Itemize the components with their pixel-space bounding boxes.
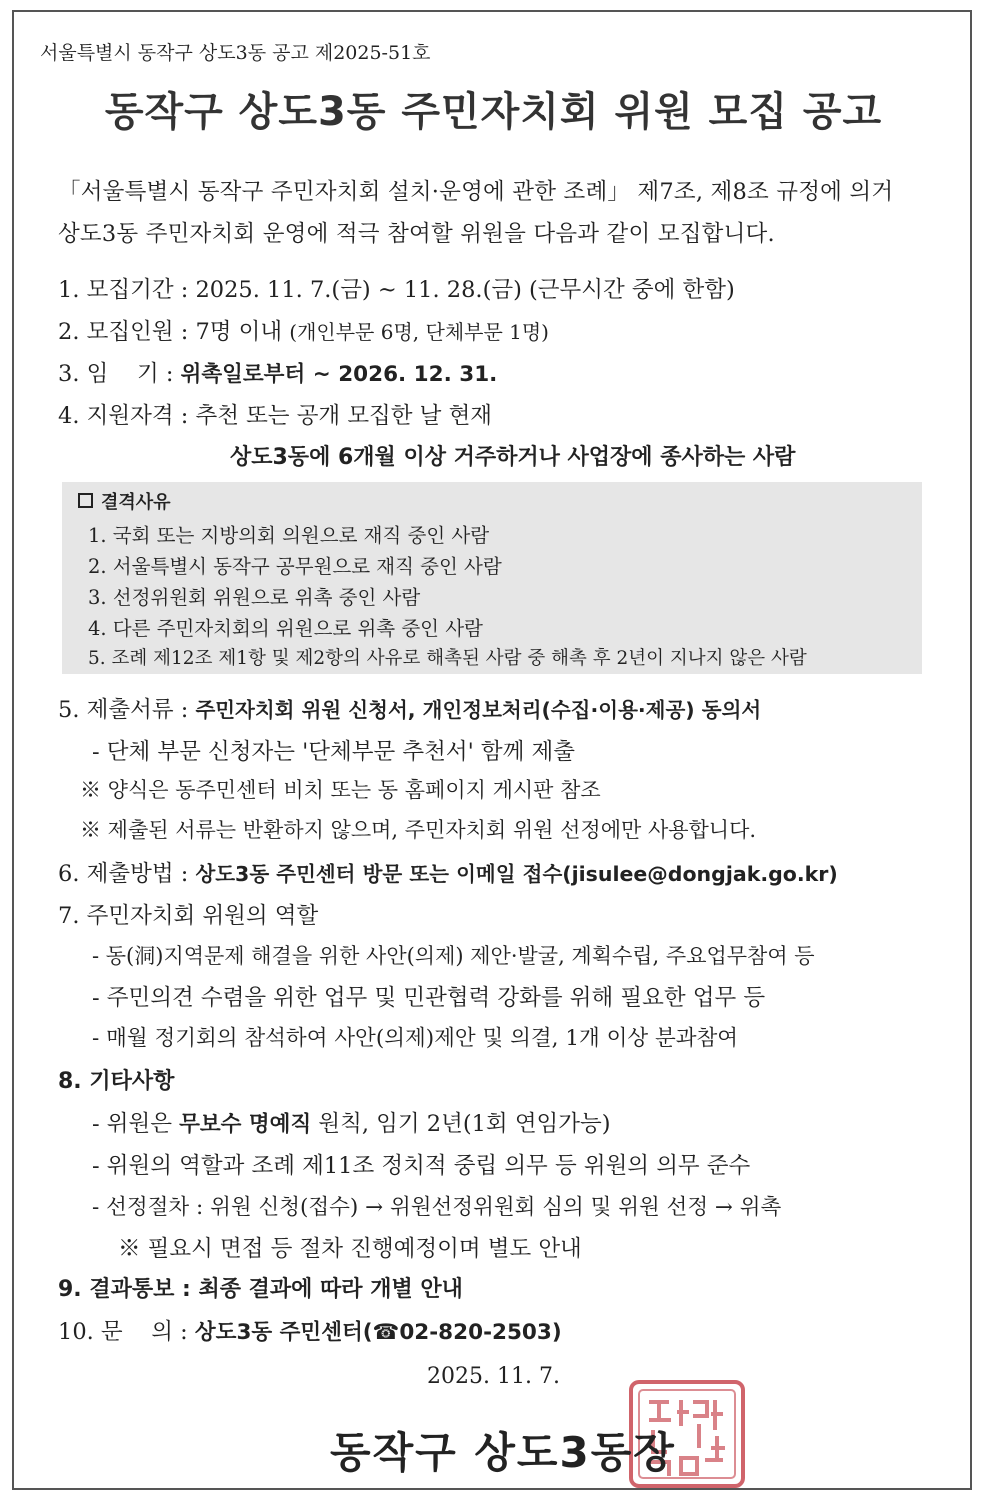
item-contact-label: 10. 문 의 : <box>58 1319 188 1345</box>
checkbox-icon <box>78 493 93 508</box>
page-title: 동작구 상도3동 주민자치회 위원 모집 공고 <box>104 89 883 135</box>
item-contact-value: 상도3동 주민센터(☎02-820-2503) <box>194 1320 562 1345</box>
item-term-value: 위촉일로부터 ~ 2026. 12. 31. <box>180 362 498 387</box>
item-documents-value: 주민자치회 위원 신청서, 개인정보처리(수집·이용·제공) 동의서 <box>195 698 762 722</box>
item-result-value: 최종 결과에 따라 개별 안내 <box>198 1277 463 1302</box>
issue-date: 2025. 11. 7. <box>427 1364 560 1389</box>
roles-item-2: - 주민의견 수렴을 위한 업무 및 민관협력 강화를 위해 필요한 업무 등 <box>92 985 766 1011</box>
item-others: 8. 기타사항 <box>58 1069 175 1094</box>
item-term <box>58 356 497 388</box>
notice-number: 서울특별시 동작구 상도3동 공고 제2025-51호 <box>40 42 431 64</box>
others-line-3: - 선정절차 : 위원 신청(접수) → 위원선정위원회 심의 및 위원 선정 → 위촉 <box>92 1195 782 1220</box>
item-qualification <box>58 398 492 430</box>
issuer-name: 동작구 상도3동장 <box>330 1428 676 1477</box>
roles-item-3: - 매월 정기회의 참석하여 사안(의제)제안 및 의결, 1개 이상 분과참여 <box>92 1026 739 1051</box>
item-contact <box>58 1314 562 1346</box>
item-members-value: 7명 이내 <box>195 319 283 345</box>
item-qualification-line2: 상도3동에 6개월 이상 거주하거나 사업장에 종사하는 사람 <box>230 445 796 470</box>
roles-item-1: - 동(洞)지역문제 해결을 위한 사안(의제) 제안·발굴, 계획수립, 주요업무참여 등 <box>92 944 815 968</box>
item-method <box>58 856 838 888</box>
item-members-label: 2. 모집인원 : <box>58 319 189 345</box>
disqualification-item-4: 4. 다른 주민자치회의 위원으로 위촉 중인 사람 <box>88 617 483 640</box>
item-period-value: 2025. 11. 7.(금) ~ 11. 28.(금) (근무시간 중에 한함) <box>195 277 735 303</box>
documents-note-2: ※ 제출된 서류는 반환하지 않으며, 주민자치회 위원 선정에만 사용합니다. <box>80 818 757 842</box>
disqualification-title: 결격사유 <box>78 488 171 514</box>
item-method-value: 상도3동 주민센터 방문 또는 이메일 접수(jisulee@dongjak.go.kr) <box>195 862 838 886</box>
intro-line-2: 상도3동 주민자치회 운영에 적극 참여할 위원을 다음과 같이 모집합니다. <box>58 221 775 247</box>
item-roles: 7. 주민자치회 위원의 역할 <box>58 903 319 929</box>
others-line-2: - 위원의 역할과 조례 제11조 정치적 중립 의무 등 위원의 의무 준수 <box>92 1153 751 1179</box>
documents-sub-1: - 단체 부문 신청자는 '단체부문 추천서' 함께 제출 <box>92 739 576 765</box>
others-line-1: - 위원은 무보수 명예직 원칙, 임기 2년(1회 연임가능) <box>92 1111 611 1137</box>
documents-note-1: ※ 양식은 동주민센터 비치 또는 동 홈페이지 게시판 참조 <box>80 778 601 802</box>
item-documents-label: 5. 제출서류 : <box>58 697 189 723</box>
others-line-4: ※ 필요시 면접 등 절차 진행예정이며 별도 안내 <box>118 1236 582 1262</box>
disqualification-item-3: 3. 선정위원회 위원으로 위촉 중인 사람 <box>88 586 421 609</box>
item-term-label: 3. 임 기 : <box>58 361 174 387</box>
item-period <box>58 272 735 304</box>
disqualification-item-2: 2. 서울특별시 동작구 공무원으로 재직 중인 사람 <box>88 555 502 578</box>
item-qualification-line1: 추천 또는 공개 모집한 날 현재 <box>195 403 493 429</box>
item-period-label: 1. 모집기간 : <box>58 277 189 303</box>
disqualification-item-5: 5. 조례 제12조 제1항 및 제2항의 사유로 해촉된 사람 중 해촉 후 2년이 지나지 않은 사람 <box>88 648 807 669</box>
disqualification-item-1: 1. 국회 또는 지방의회 의원으로 재직 중인 사람 <box>88 524 490 547</box>
intro-line-1: 「서울특별시 동작구 주민자치회 설치·운영에 관한 조례」 제7조, 제8조 규정에 의거 <box>58 179 894 205</box>
item-method-label: 6. 제출방법 : <box>58 861 189 887</box>
item-result <box>58 1272 463 1303</box>
others-line-1-bold: 무보수 명예직 <box>179 1112 312 1137</box>
item-members <box>58 314 549 346</box>
item-members-note: (개인부문 6명, 단체부문 1명) <box>289 320 549 344</box>
item-documents <box>58 692 761 724</box>
item-result-label: 9. 결과통보 : <box>58 1277 191 1302</box>
item-qualification-label: 4. 지원자격 : <box>58 403 189 429</box>
